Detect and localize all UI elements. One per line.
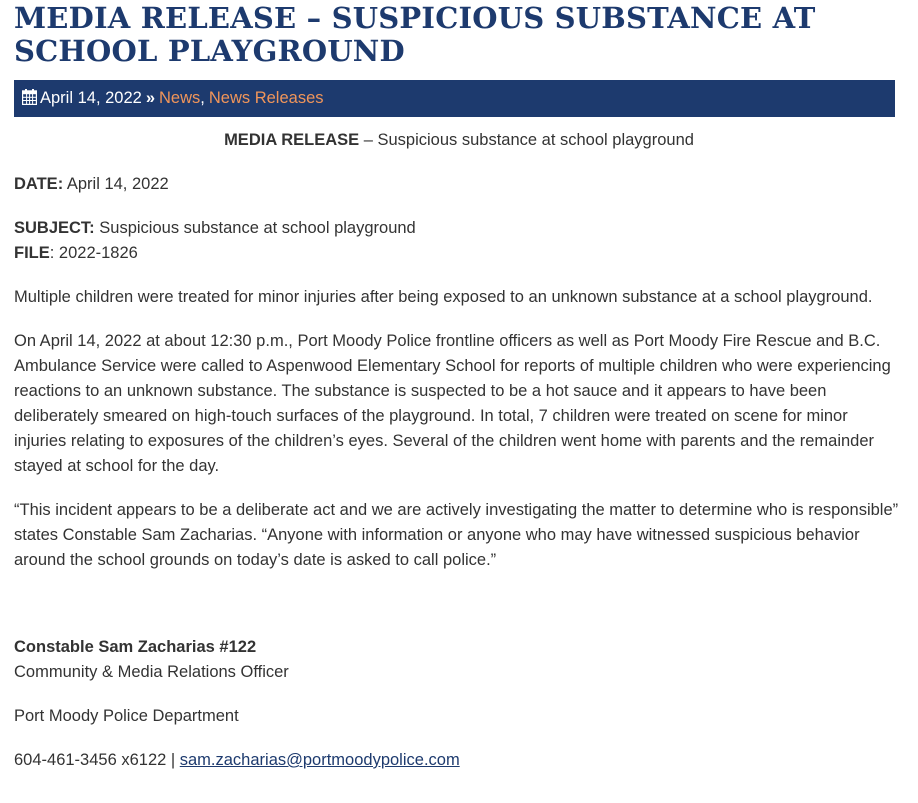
signature-contact bbox=[14, 748, 904, 773]
signature-role: Community & Media Relations Officer bbox=[14, 663, 289, 681]
file-line bbox=[14, 241, 904, 266]
file-value: : 2022-1826 bbox=[49, 244, 138, 262]
lead-rest: – Suspicious substance at school playground bbox=[359, 131, 694, 149]
signature-phone: 604-461-3456 x6122 | bbox=[14, 751, 180, 769]
date-line bbox=[14, 172, 904, 197]
paragraph-quote: “This incident appears to be a deliberate act and we are actively investigating the matter to determine who is responsible” states Constable Sam Zacharias. “Anyone with information or anyone who may have witnessed suspicious behavior around the school grounds on today’s date is asked to call police.” bbox=[14, 501, 899, 569]
subject-label: SUBJECT: bbox=[14, 219, 95, 237]
date-value: April 14, 2022 bbox=[63, 175, 169, 193]
signature-name: Constable Sam Zacharias #122 bbox=[14, 638, 257, 656]
file-label: FILE bbox=[14, 244, 50, 262]
subject-value: Suspicious substance at school playground bbox=[94, 219, 416, 237]
post-meta-bar bbox=[14, 80, 895, 117]
signature-email-link[interactable]: sam.zacharias@portmoodypolice.com bbox=[179, 751, 460, 769]
category-link-news-releases[interactable]: News Releases bbox=[208, 89, 324, 107]
page-title: MEDIA RELEASE – SUSPICIOUS SUBSTANCE AT SCHOOL PLAYGROUND bbox=[14, 1, 816, 68]
lead-line bbox=[14, 128, 904, 153]
subject-line bbox=[14, 216, 904, 241]
double-chevron-right-icon: » bbox=[145, 89, 156, 107]
lead-bold: MEDIA RELEASE bbox=[224, 131, 360, 149]
post-date: April 14, 2022 bbox=[40, 89, 142, 107]
date-label: DATE: bbox=[14, 175, 64, 193]
category-separator: , bbox=[200, 89, 205, 107]
signature-department: Port Moody Police Department bbox=[14, 707, 239, 725]
calendar-icon bbox=[22, 89, 37, 110]
article-body bbox=[14, 128, 904, 773]
paragraph-summary: Multiple children were treated for minor injuries after being exposed to an unknown substance at a school playground. bbox=[14, 288, 873, 306]
paragraph-details: On April 14, 2022 at about 12:30 p.m., Port Moody Police frontline officers as well as Port Moody Fire Rescue and B.C. Ambulance Service were called to Aspenwood Elementary School for reports of multiple children who were experiencing reactions to an unknown substance. The substance is suspected to be a hot sauce and it appears to have been deliberately smeared on high-touch surfaces of the playground. In total, 7 children were treated on scene for minor injuries relating to exposures of the children’s eyes. Several of the children went home with parents and the remainder stayed at school for the day. bbox=[14, 332, 891, 475]
category-link-news[interactable]: News bbox=[159, 89, 201, 107]
